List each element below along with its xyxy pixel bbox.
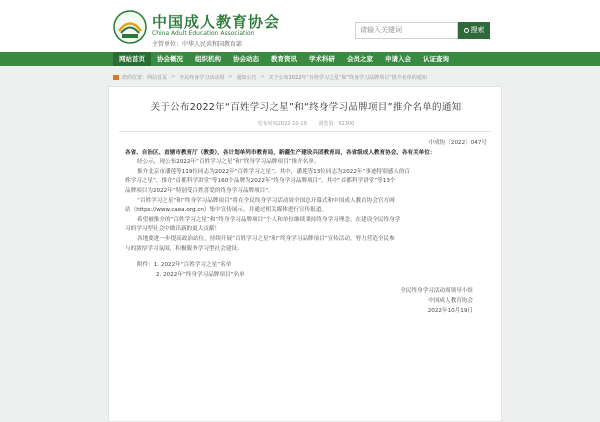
- document-number: 中成协〔2022〕047号: [428, 140, 487, 146]
- nav-item[interactable]: 网站首页: [113, 52, 151, 66]
- nav-item[interactable]: 会员之家: [347, 55, 373, 63]
- article-body: [125, 139, 487, 316]
- attachment-link[interactable]: 1. 2022年“百姓学习之星”名单: [153, 262, 232, 269]
- search-button[interactable]: [458, 22, 490, 39]
- nav-item[interactable]: 组织机构: [195, 55, 221, 63]
- breadcrumb-item[interactable]: 网站首页: [147, 74, 168, 81]
- search-input[interactable]: 请输入关键词: [355, 22, 458, 39]
- article-title: 关于公布2022年“百姓学习之星”和“终身学习品牌项目”推介名单的通知: [150, 102, 462, 113]
- signature-line: 中国成人教育协会: [428, 297, 473, 304]
- salutation: 各省、自治区、直辖市教育厅（教委），各计划单列市教育局，新疆生产建设兵团教育局，各省级成人教育协会、各有关单位：: [125, 149, 436, 156]
- search-icon: [464, 28, 469, 33]
- article-meta: [109, 120, 503, 127]
- paragraph: 希望被推介的“百姓学习之星”和“终身学习品牌项目”个人和单位继续秉持终身学习理念，在建设全民终身学: [137, 216, 401, 223]
- paragraph: 经公示，现公布2022年“百姓学习之星”和“终身学习品牌项目”推介名单。: [137, 159, 320, 166]
- attachment-link[interactable]: 2. 2022年“终身学习品牌项目”名单: [156, 271, 245, 278]
- signature-date: 2022年10月19日: [427, 307, 473, 314]
- paragraph: 站（https://www.caea.org.cn）集中宣传展示，并通过相关媒体进行宣传报道。: [125, 207, 328, 214]
- view-count: 浏览量：52300: [318, 121, 355, 127]
- breadcrumb-current: 关于公布2022年“百姓学习之星”和“终身学习品牌项目”推介名单的通知: [268, 74, 427, 81]
- divider: [119, 131, 491, 132]
- paragraph: “百姓学习之星”和“终身学习品牌项目”将在全民终身学习活动周全国总开幕式和中国成人教育协会官方网: [137, 197, 395, 204]
- publish-date: 发布时间2022-10-19: [257, 121, 307, 127]
- search-button-label: 搜索: [470, 26, 485, 34]
- article-card: [108, 86, 502, 422]
- nav-item[interactable]: 认证查询: [423, 55, 449, 63]
- breadcrumb: 您的位置： 网站首页 > 全民终身学习活动周 > 通知公告 > 关于公布2022年“百姓学习之星”和“终身学习品牌项目”推介名单的通知: [113, 72, 427, 82]
- main-nav: [0, 52, 600, 66]
- breadcrumb-item[interactable]: 全民终身学习活动周: [179, 74, 225, 81]
- attachment-2[interactable]: [125, 271, 487, 281]
- home-icon: [113, 75, 119, 80]
- caea-logo-icon[interactable]: [113, 10, 147, 44]
- paragraph: 习的学习型社会中做出新的更大贡献！: [125, 226, 221, 233]
- site-name-english: China Adult Education Association: [152, 30, 255, 37]
- nav-item[interactable]: 申请入会: [385, 55, 411, 63]
- nav-item[interactable]: 学术科研: [309, 55, 335, 63]
- breadcrumb-label: 您的位置：: [122, 74, 148, 81]
- paragraph: 各地要进一步提高政治站位，持续开展“百姓学习之星”和“终身学习品牌项目”宣传活动，努力营造全民参: [137, 235, 395, 242]
- paragraph: 品牌项目为2022年“特别受百姓喜爱的终身学习品牌项目”。: [125, 187, 274, 194]
- attachment-label: 附件：: [137, 262, 154, 269]
- nav-item[interactable]: 协会动态: [233, 55, 259, 63]
- nav-item[interactable]: 协会概况: [157, 55, 183, 63]
- supervisor-text: 主管单位：中华人民共和国教育部: [152, 41, 243, 48]
- site-name[interactable]: 中国成人教育协会: [152, 13, 281, 31]
- paragraph: 与的浓厚学习氛围，积极服务学习型社会建设。: [125, 245, 243, 252]
- paragraph: 推介北京市潘莲等119位同志为2022年“百姓学习之星”，其中，潘莲等13位同志为2022年“事迹特别感人的百: [137, 168, 411, 175]
- paragraph: 姓学习之星”。推介“首都科学讲堂”等160个品牌为2022年“终身学习品牌项目”，其中“首都科学讲堂”等13个: [125, 178, 396, 185]
- signature-line: 全民终身学习活动周领导小组: [400, 288, 473, 295]
- attachment-1[interactable]: [125, 261, 487, 271]
- site-header: [0, 0, 600, 52]
- nav-item[interactable]: 教育资讯: [271, 55, 297, 63]
- breadcrumb-item[interactable]: 通知公告: [236, 74, 257, 81]
